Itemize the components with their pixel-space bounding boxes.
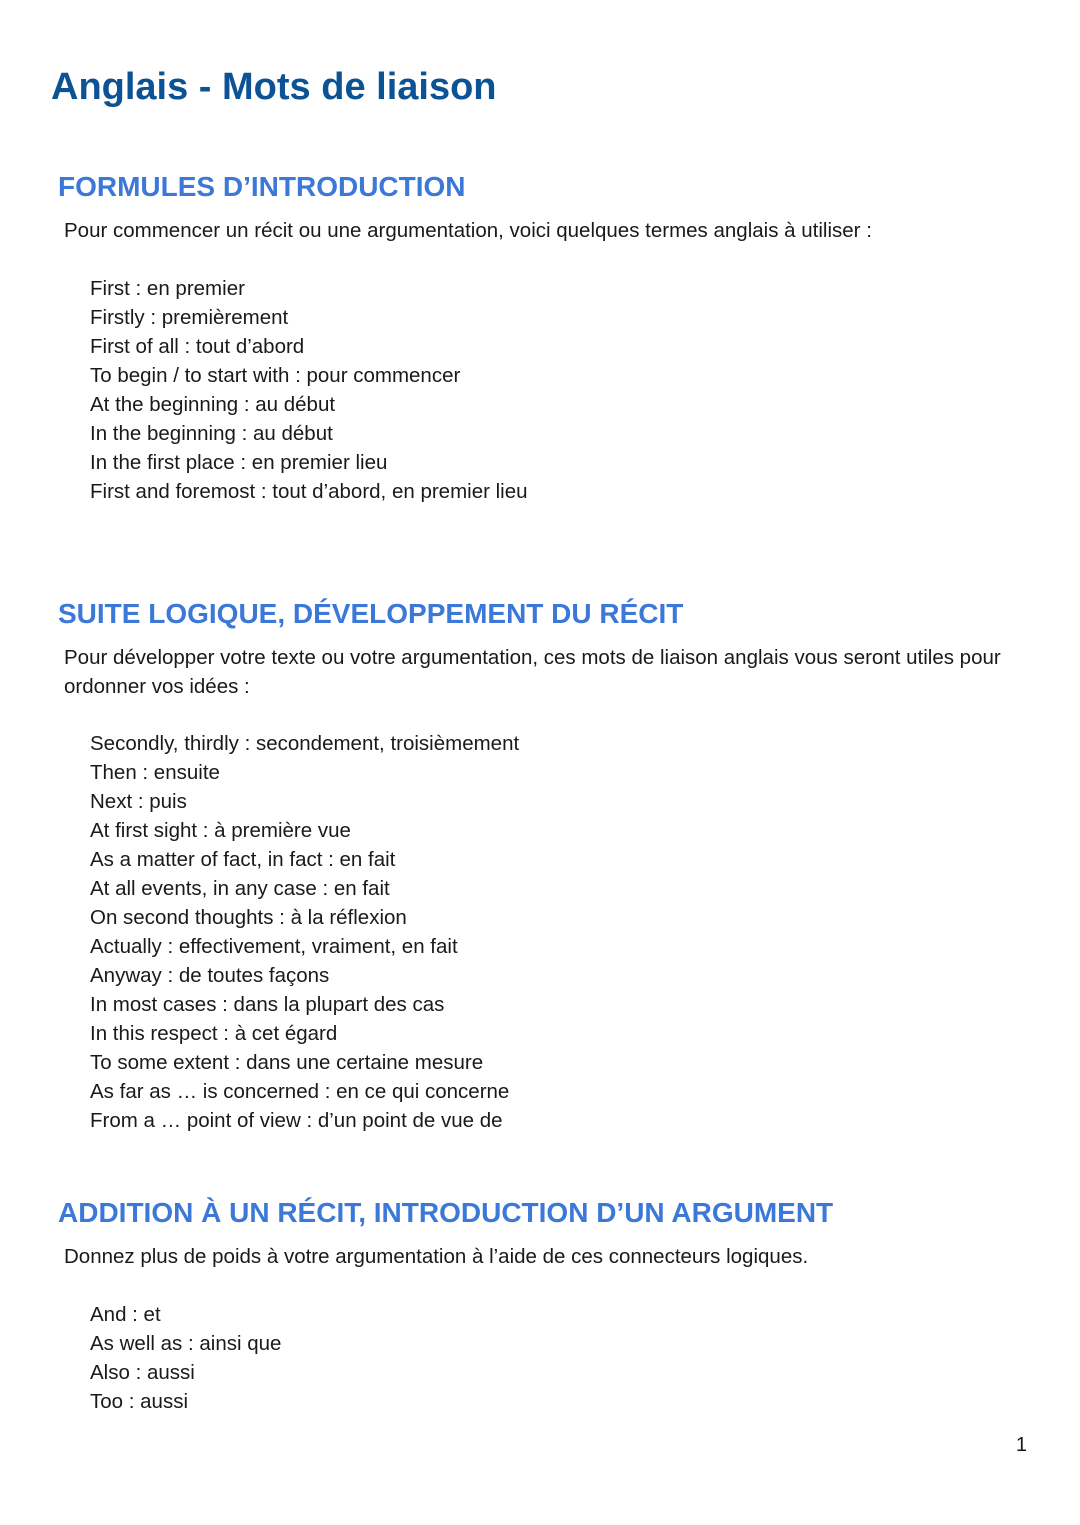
- term-item: As far as … is concerned : en ce qui concerne: [90, 1080, 510, 1103]
- term-item: At first sight : à première vue: [90, 819, 351, 842]
- term-item: At the beginning : au début: [90, 393, 336, 416]
- term-item: To some extent : dans une certaine mesure: [90, 1051, 484, 1074]
- term-item: As well as : ainsi que: [90, 1332, 282, 1355]
- term-item: Too : aussi: [90, 1390, 188, 1413]
- term-item: From a … point of view : d’un point de vue de: [90, 1109, 503, 1132]
- term-item: Also : aussi: [90, 1361, 195, 1384]
- term-item: At all events, in any case : en fait: [90, 877, 390, 900]
- section-intro-text: Pour commencer un récit ou une argumentation, voici quelques termes anglais à utiliser :: [64, 219, 872, 242]
- document-title: Anglais - Mots de liaison: [51, 66, 497, 108]
- term-item: In the first place : en premier lieu: [90, 451, 388, 474]
- section-intro-text: Pour développer votre texte ou votre argumentation, ces mots de liaison anglais vous seront utiles pour ordonner vos idées :: [64, 646, 1001, 698]
- term-item: Anyway : de toutes façons: [90, 964, 330, 987]
- term-list: [90, 1300, 281, 1416]
- page-number: 1: [1015, 1434, 1027, 1456]
- section-heading: ADDITION À UN RÉCIT, INTRODUCTION D’UN ARGUMENT: [58, 1197, 834, 1228]
- term-list: [90, 729, 519, 1135]
- term-item: On second thoughts : à la réflexion: [90, 906, 407, 929]
- term-item: First and foremost : tout d’abord, en premier lieu: [90, 480, 528, 503]
- section-heading: SUITE LOGIQUE, DÉVELOPPEMENT DU RÉCIT: [58, 598, 684, 629]
- term-item: First of all : tout d’abord: [90, 335, 305, 358]
- term-item: To begin / to start with : pour commencer: [90, 364, 461, 387]
- section-heading: FORMULES D’INTRODUCTION: [58, 171, 466, 202]
- term-item: Actually : effectivement, vraiment, en fait: [90, 935, 458, 958]
- term-item: In the beginning : au début: [90, 422, 333, 445]
- section-intro-text: Donnez plus de poids à votre argumentation à l’aide de ces connecteurs logiques.: [64, 1245, 809, 1268]
- term-item: In most cases : dans la plupart des cas: [90, 993, 445, 1016]
- term-item: And : et: [90, 1303, 161, 1326]
- term-item: In this respect : à cet égard: [90, 1022, 338, 1045]
- term-item: As a matter of fact, in fact : en fait: [90, 848, 396, 871]
- term-item: Secondly, thirdly : secondement, troisièmement: [90, 732, 520, 755]
- term-item: First : en premier: [90, 277, 245, 300]
- term-item: Firstly : premièrement: [90, 306, 289, 329]
- term-list: [90, 274, 528, 506]
- term-item: Then : ensuite: [90, 761, 220, 784]
- term-item: Next : puis: [90, 790, 187, 813]
